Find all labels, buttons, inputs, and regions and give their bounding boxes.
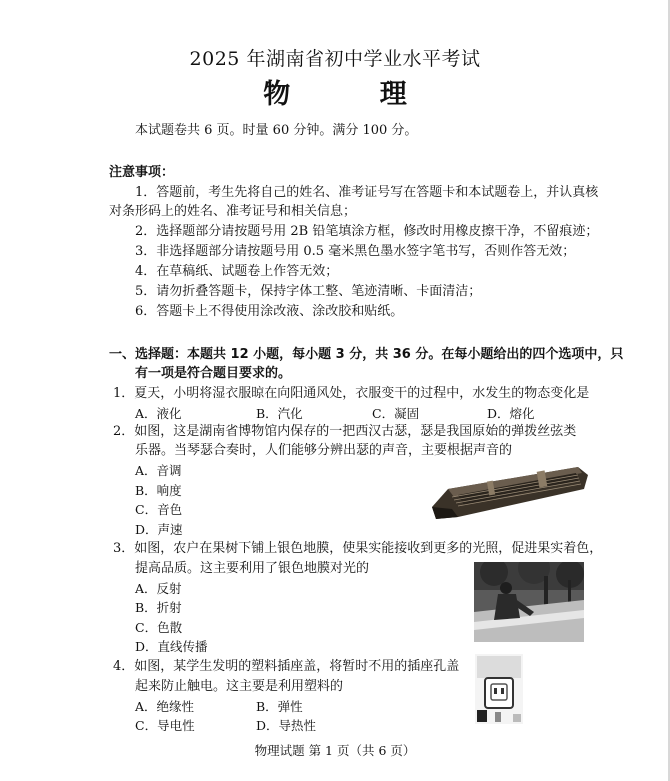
question-4-stem-cont: 起来防止触电。这主要是利用塑料的 [135,679,344,694]
question-3-option-c: C．色散 [135,620,183,635]
question-4-option-a: A．绝缘性 [135,699,195,714]
question-3-option-d: D．直线传播 [135,639,208,654]
plastic-socket-cover-image [475,654,523,724]
question-4-option-d: D．导热性 [256,718,317,733]
section-heading: 一、选择题：本题共 12 小题，每小题 3 分，共 36 分。在每小题给出的四个选项中，只 [109,347,624,362]
ancient-zither-image [428,459,590,521]
notice-item: 2．选择题部分请按题号用 2B 铅笔填涂方框，修改时用橡皮擦干净，不留痕迹； [135,224,599,239]
question-3-stem: 3．如图，农户在果树下铺上银色地膜，使果实能接收到更多的光照，促进果实着色， [113,541,603,556]
question-2-option-b: B．响度 [135,483,182,498]
subject-title: 物 理 [263,79,447,110]
notice-item: 1．答题前，考生先将自己的姓名、准考证号写在答题卡和本试题卷上，并认真核 [135,185,599,200]
question-2-stem-cont: 乐器。当琴瑟合奏时，人们能够分辨出瑟的声音，主要根据声音的 [135,443,513,458]
notice-item: 5．请勿折叠答题卡，保持字体工整、笔迹清晰、卡面清洁； [135,284,482,299]
notice-heading: 注意事项： [109,165,175,180]
question-4-option-c: C．导电性 [135,718,195,733]
question-2-option-a: A．音调 [135,463,182,478]
notice-item: 对条形码上的姓名、准考证号和相关信息； [109,204,357,219]
question-4-option-b: B．弹性 [256,699,303,714]
question-3-option-a: A．反射 [135,581,182,596]
question-1-option-b: B．汽化 [256,406,303,421]
notice-item: 6．答题卡上不得使用涂改液、涂改胶和贴纸。 [135,304,404,319]
question-1-option-d: D．熔化 [487,406,535,421]
question-2-option-c: C．音色 [135,502,183,517]
question-2-option-d: D．声速 [135,522,183,537]
question-3-option-b: B．折射 [135,600,182,615]
notice-item: 3．非选择题部分请按题号用 0.5 毫米黑色墨水签字笔书写，否则作答无效； [135,244,576,259]
question-1-option-a: A．液化 [135,406,182,421]
orchard-silver-film-photo [474,562,584,642]
exam-info: 本试题卷共 6 页。时量 60 分钟。满分 100 分。 [135,123,418,138]
exam-title: 2025 年湖南省初中学业水平考试 [189,48,481,70]
question-3-stem-cont: 提高品质。这主要利用了银色地膜对光的 [135,561,370,576]
question-1-stem: 1．夏天，小明将湿衣服晾在向阳通风处，衣服变干的过程中，水发生的物态变化是 [113,386,590,401]
question-2-stem: 2．如图，这是湖南省博物馆内保存的一把西汉古瑟，瑟是我国原始的弹拨丝弦类 [113,424,577,439]
question-1-option-c: C．凝固 [372,406,420,421]
page-footer: 物理试题 第 1 页（共 6 页） [254,743,416,758]
question-4-stem: 4．如图，某学生发明的塑料插座盖，将暂时不用的插座孔盖 [113,659,460,674]
notice-item: 4．在草稿纸、试题卷上作答无效； [135,264,339,279]
section-heading-cont: 有一项是符合题目要求的。 [135,366,292,381]
